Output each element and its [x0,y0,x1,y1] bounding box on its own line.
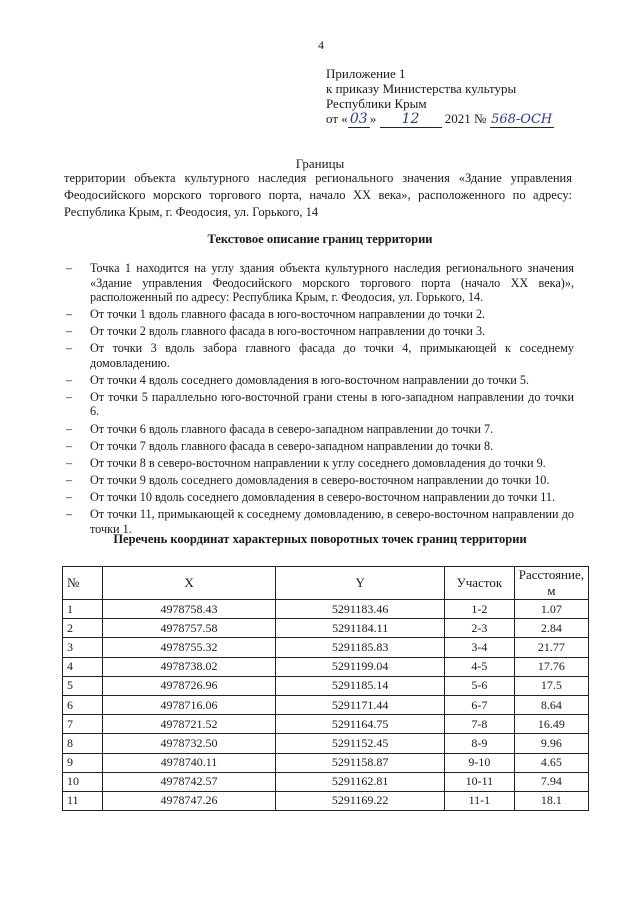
cell-coord-y: 5291185.83 [276,638,445,657]
list-dash: – [66,507,73,522]
cell-segment: 6-7 [444,695,514,714]
boundary-point-text: От точки 10 вдоль соседнего домовладения в северо-восточном направлении до точки 11. [90,489,556,504]
list-dash: – [66,389,73,404]
cell-segment: 3-4 [444,638,514,657]
table-row [63,600,589,619]
boundary-point-item [64,307,574,322]
cell-coord-y: 5291152.45 [276,734,445,753]
cell-coord-y: 5291164.75 [276,715,445,734]
boundary-point-text: От точки 8 в северо-восточном направлении к углу соседнего домовладения до точки 9. [90,455,546,470]
appendix-line-2: к приказу Министерства культуры [326,81,517,96]
cell-point-number: 9 [63,753,103,772]
boundary-point-text: От точки 2 вдоль главного фасада в юго-восточном направлении до точки 3. [90,324,486,339]
cell-coord-x: 4978716.06 [102,695,276,714]
cell-segment: 7-8 [444,715,514,734]
cell-distance: 16.49 [514,715,588,734]
cell-segment: 4-5 [444,657,514,676]
table-row [63,657,589,676]
list-dash: – [66,341,73,356]
page-number: 4 [318,38,324,52]
boundary-point-text: От точки 3 вдоль забора главного фасада до точки 4, примыкающей к соседнему домовладению. [90,341,574,370]
table-row [63,772,589,791]
cell-distance: 17.76 [514,657,588,676]
table-row [63,734,589,753]
col-header-segment: Участок [444,567,514,600]
coordinates-table [62,566,589,811]
boundary-point-text: От точки 1 вдоль главного фасада в юго-восточном направлении до точки 2. [90,307,486,322]
cell-coord-x: 4978742.57 [102,772,276,791]
boundary-point-text: От точки 6 вдоль главного фасада в северо-западном направлении до точки 7. [90,421,494,436]
cell-segment: 1-2 [444,600,514,619]
boundary-point-item [64,390,574,419]
col-header-x: X [102,567,276,600]
order-number: 568-ОСН [491,112,553,127]
table-row [63,753,589,772]
boundary-point-item [64,456,574,471]
list-dash: – [66,472,73,487]
boundary-point-item [64,324,574,339]
cell-distance: 2.84 [514,619,588,638]
col-header-distance: Расстояние, м [514,567,588,600]
cell-coord-y: 5291199.04 [276,657,445,676]
cell-coord-x: 4978738.02 [102,657,276,676]
cell-coord-x: 4978757.58 [102,619,276,638]
cell-coord-y: 5291185.14 [276,676,445,695]
cell-point-number: 10 [63,772,103,791]
table-row [63,619,589,638]
cell-coord-y: 5291158.87 [276,753,445,772]
cell-coord-y: 5291162.81 [276,772,445,791]
intro-text: территории объекта культурного наследия регионального значения «Здание управления Феодосийского морского торгового порта, начало XX века», расположенного по адресу: Республика Крым, г. Феодосия, ул. Горького, 14 [64,171,572,219]
cell-distance: 17.5 [514,676,588,695]
order-day: 03 [348,112,370,128]
list-dash: – [66,421,73,436]
table-row [63,638,589,657]
boundary-point-item [64,373,574,388]
cell-coord-x: 4978726.96 [102,676,276,695]
table-row [63,676,589,695]
date-prefix: от « [326,111,348,126]
cell-point-number: 6 [63,695,103,714]
cell-distance: 18.1 [514,791,588,810]
cell-distance: 21.77 [514,638,588,657]
table-header-row [63,567,589,600]
text-description-heading: Текстовое описание границ территории [207,232,433,246]
boundary-point-item [64,422,574,437]
list-dash: – [66,489,73,504]
order-month: 12 [380,112,442,128]
cell-distance: 9.96 [514,734,588,753]
table-row [63,695,589,714]
boundary-point-text: От точки 9 вдоль соседнего домовладения в северо-восточном направлении до точки 10. [90,472,550,487]
cell-segment: 9-10 [444,753,514,772]
cell-segment: 11-1 [444,791,514,810]
date-mid: » [369,111,377,126]
boundary-point-item [64,261,574,305]
cell-coord-x: 4978758.43 [102,600,276,619]
col-header-number: № [63,567,103,600]
cell-coord-y: 5291184.11 [276,619,445,638]
cell-coord-x: 4978747.26 [102,791,276,810]
boundary-points-list [64,261,574,539]
cell-distance: 4.65 [514,753,588,772]
boundary-point-item [64,490,574,505]
table-row [63,791,589,810]
cell-point-number: 3 [63,638,103,657]
list-dash: – [66,455,73,470]
list-dash: – [66,307,73,322]
cell-point-number: 1 [63,600,103,619]
cell-point-number: 7 [63,715,103,734]
appendix-header [326,66,554,128]
cell-coord-x: 4978740.11 [102,753,276,772]
boundary-point-text: От точки 4 вдоль соседнего домовладения в юго-восточном направлении до точки 5. [90,372,529,387]
appendix-line-1: Приложение 1 [326,66,406,81]
boundary-point-text: От точки 7 вдоль главного фасада в северо-западном направлении до точки 8. [90,438,494,453]
cell-coord-y: 5291183.46 [276,600,445,619]
order-date-line [326,111,554,128]
year-text: 2021 № [444,111,487,126]
boundary-point-text: Точка 1 находится на углу здания объекта культурного наследия регионального значения «Здание управления Феодосийского морского торгового порта (начало XX века)», расположенный по адресу: Республика Крым, г. Феодосия, ул. Горького, 14. [90,261,574,304]
cell-segment: 2-3 [444,619,514,638]
cell-coord-y: 5291171.44 [276,695,445,714]
cell-coord-y: 5291169.22 [276,791,445,810]
cell-distance: 8.64 [514,695,588,714]
boundary-point-text: От точки 11, примыкающей к соседнему домовладению, в северо-восточном направлении до точки 1. [90,507,574,536]
cell-point-number: 4 [63,657,103,676]
col-header-y: Y [276,567,445,600]
boundary-point-text: От точки 5 параллельно юго-восточной грани стены в юго-западном направлении до точки 6. [90,389,574,419]
list-dash: – [66,261,73,275]
cell-segment: 10-11 [444,772,514,791]
coordinates-heading: Перечень координат характерных поворотных точек границ территории [113,532,527,546]
cell-point-number: 2 [63,619,103,638]
cell-segment: 8-9 [444,734,514,753]
boundary-point-item [64,341,574,370]
cell-coord-x: 4978732.50 [102,734,276,753]
list-dash: – [66,324,73,339]
cell-distance: 1.07 [514,600,588,619]
cell-point-number: 5 [63,676,103,695]
appendix-line-3: Республики Крым [326,96,427,111]
cell-coord-x: 4978755.32 [102,638,276,657]
list-dash: – [66,438,73,453]
cell-coord-x: 4978721.52 [102,715,276,734]
cell-distance: 7.94 [514,772,588,791]
list-dash: – [66,372,73,387]
boundary-point-item [64,439,574,454]
table-row [63,715,589,734]
boundary-point-item [64,473,574,488]
cell-segment: 5-6 [444,676,514,695]
document-title: Границы [295,156,345,171]
cell-point-number: 11 [63,791,103,810]
cell-point-number: 8 [63,734,103,753]
